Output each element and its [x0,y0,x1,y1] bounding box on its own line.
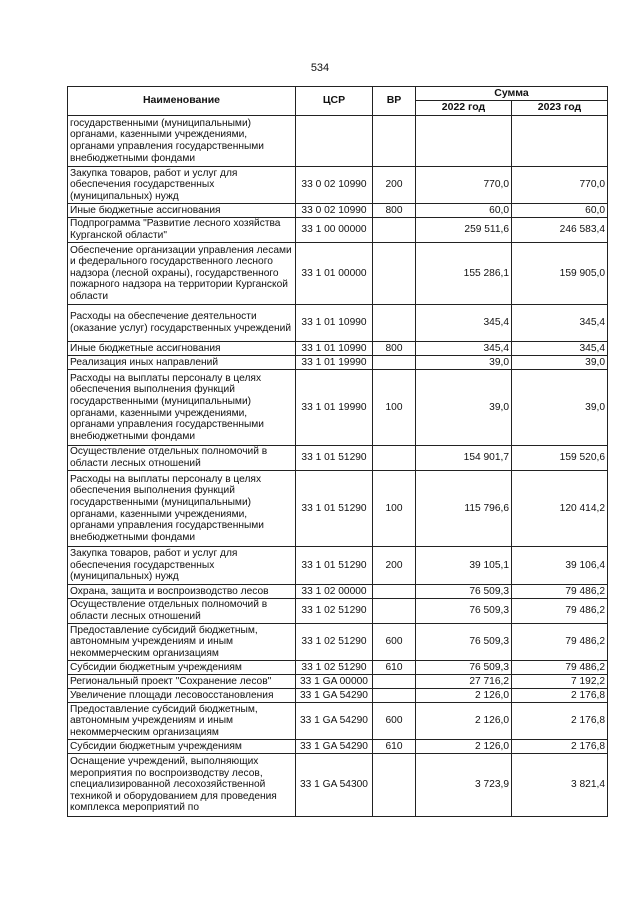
table-row [68,204,608,218]
row-name: Закупка товаров, работ и услуг для обеспечения государственных (муниципальных) нужд [68,167,296,204]
table-row [68,116,608,167]
row-vr [373,599,416,624]
row-csr: 33 1 01 00000 [296,243,373,305]
row-name: Субсидии бюджетным учреждениям [68,661,296,675]
row-vr: 800 [373,342,416,356]
row-sum-2023 [512,116,608,167]
row-name: Закупка товаров, работ и услуг для обеспечения государственных (муниципальных) нужд [68,547,296,585]
row-csr: 33 0 02 10990 [296,204,373,218]
row-name: Иные бюджетные ассигнования [68,342,296,356]
row-csr: 33 1 02 51290 [296,624,373,661]
row-sum-2023: 39,0 [512,370,608,446]
row-vr [373,754,416,817]
row-name: Осуществление отдельных полномочий в области лесных отношений [68,599,296,624]
column-header-vr: ВР [373,87,416,116]
row-sum-2023: 345,4 [512,305,608,342]
row-sum-2022: 60,0 [416,204,512,218]
row-sum-2023: 7 192,2 [512,675,608,689]
table-row [68,740,608,754]
column-header-csr: ЦСР [296,87,373,116]
row-csr: 33 1 01 19990 [296,356,373,370]
row-sum-2022: 2 126,0 [416,689,512,703]
row-csr: 33 1 00 00000 [296,218,373,243]
row-sum-2022: 39 105,1 [416,547,512,585]
row-vr: 100 [373,370,416,446]
row-sum-2022: 39,0 [416,370,512,446]
row-sum-2023: 2 176,8 [512,740,608,754]
row-csr: 33 1 02 00000 [296,585,373,599]
row-csr: 33 1 GA 54290 [296,703,373,740]
row-vr: 200 [373,547,416,585]
row-csr [296,116,373,167]
row-name: Предоставление субсидий бюджетным, автономным учреждениям и иным некоммерческим организациям [68,703,296,740]
budget-table [67,86,608,817]
table-row [68,243,608,305]
table-row [68,218,608,243]
table-row [68,754,608,817]
row-sum-2023: 159 905,0 [512,243,608,305]
row-vr [373,356,416,370]
row-sum-2022: 3 723,9 [416,754,512,817]
row-sum-2023: 770,0 [512,167,608,204]
row-csr: 33 1 01 51290 [296,471,373,547]
row-vr [373,243,416,305]
row-sum-2023: 2 176,8 [512,689,608,703]
column-header-name: Наименование [68,87,296,116]
row-name: Подпрограмма "Развитие лесного хозяйства Курганской области" [68,218,296,243]
row-csr: 33 1 02 51290 [296,661,373,675]
table-row [68,585,608,599]
table-row [68,547,608,585]
row-name: Расходы на выплаты персоналу в целях обеспечения выполнения функций государственными (муниципальными) органами, казенными учреждениями, органами управления государственными внебюджетными фондами [68,471,296,547]
row-sum-2022: 27 716,2 [416,675,512,689]
row-sum-2022: 76 509,3 [416,661,512,675]
row-vr [373,116,416,167]
row-name: Региональный проект "Сохранение лесов" [68,675,296,689]
row-vr: 100 [373,471,416,547]
row-csr: 33 1 01 10990 [296,342,373,356]
row-sum-2022: 345,4 [416,305,512,342]
row-vr [373,446,416,471]
row-sum-2022: 76 509,3 [416,599,512,624]
row-name: Осуществление отдельных полномочий в области лесных отношений [68,446,296,471]
row-csr: 33 1 GA 00000 [296,675,373,689]
row-sum-2022: 2 126,0 [416,703,512,740]
row-sum-2022: 259 511,6 [416,218,512,243]
row-name: Субсидии бюджетным учреждениям [68,740,296,754]
row-sum-2022: 115 796,6 [416,471,512,547]
table-row [68,342,608,356]
row-sum-2023: 120 414,2 [512,471,608,547]
row-csr: 33 1 GA 54300 [296,754,373,817]
row-sum-2023: 79 486,2 [512,624,608,661]
table-row [68,471,608,547]
row-csr: 33 1 01 10990 [296,305,373,342]
row-vr [373,585,416,599]
table-row [68,675,608,689]
row-name: Охрана, защита и воспроизводство лесов [68,585,296,599]
row-sum-2023: 159 520,6 [512,446,608,471]
row-sum-2022: 76 509,3 [416,624,512,661]
table-row [68,356,608,370]
table-row [68,703,608,740]
row-sum-2022 [416,116,512,167]
row-vr [373,305,416,342]
row-vr [373,218,416,243]
row-name: Обеспечение организации управления лесами и федерального государственного лесного надзора (лесной охраны), государственного пожарного надзора на территории Курганской области [68,243,296,305]
row-csr: 33 1 01 51290 [296,547,373,585]
row-name: Расходы на обеспечение деятельности (оказание услуг) государственных учреждений [68,305,296,342]
row-vr: 600 [373,703,416,740]
table-row [68,446,608,471]
column-header-2023: 2023 год [512,101,608,116]
row-sum-2023: 39 106,4 [512,547,608,585]
row-vr: 200 [373,167,416,204]
column-header-sum: Сумма [416,87,608,101]
row-sum-2022: 39,0 [416,356,512,370]
row-csr: 33 1 01 51290 [296,446,373,471]
table-row [68,599,608,624]
row-csr: 33 1 02 51290 [296,599,373,624]
row-sum-2022: 345,4 [416,342,512,356]
row-sum-2023: 79 486,2 [512,599,608,624]
row-vr: 610 [373,740,416,754]
row-name: Оснащение учреждений, выполняющих мероприятия по воспроизводству лесов, специализированной лесохозяйственной техникой и оборудованием для проведения комплекса мероприятий по [68,754,296,817]
row-sum-2023: 60,0 [512,204,608,218]
row-name: государственными (муниципальными) органами, казенными учреждениями, органами управления государственными внебюджетными фондами [68,116,296,167]
table-body [68,116,608,817]
table-row [68,661,608,675]
row-vr [373,675,416,689]
column-header-2022: 2022 год [416,101,512,116]
row-sum-2022: 76 509,3 [416,585,512,599]
row-sum-2023: 246 583,4 [512,218,608,243]
table-row [68,167,608,204]
row-sum-2022: 155 286,1 [416,243,512,305]
row-sum-2023: 39,0 [512,356,608,370]
row-sum-2022: 154 901,7 [416,446,512,471]
table-row [68,624,608,661]
row-name: Увеличение площади лесовосстановления [68,689,296,703]
row-sum-2023: 3 821,4 [512,754,608,817]
row-sum-2023: 2 176,8 [512,703,608,740]
table-row [68,370,608,446]
row-name: Предоставление субсидий бюджетным, автономным учреждениям и иным некоммерческим организациям [68,624,296,661]
table-row [68,689,608,703]
row-sum-2023: 79 486,2 [512,585,608,599]
row-sum-2023: 79 486,2 [512,661,608,675]
row-csr: 33 0 02 10990 [296,167,373,204]
row-sum-2022: 2 126,0 [416,740,512,754]
row-name: Реализация иных направлений [68,356,296,370]
row-vr [373,689,416,703]
page-number: 534 [310,62,330,74]
row-sum-2022: 770,0 [416,167,512,204]
row-csr: 33 1 01 19990 [296,370,373,446]
row-csr: 33 1 GA 54290 [296,740,373,754]
row-sum-2023: 345,4 [512,342,608,356]
row-vr: 610 [373,661,416,675]
table-row [68,305,608,342]
row-name: Расходы на выплаты персоналу в целях обеспечения выполнения функций государственными (муниципальными) органами, казенными учреждениями, органами управления государственными внебюджетными фондами [68,370,296,446]
row-name: Иные бюджетные ассигнования [68,204,296,218]
row-csr: 33 1 GA 54290 [296,689,373,703]
row-vr: 600 [373,624,416,661]
row-vr: 800 [373,204,416,218]
